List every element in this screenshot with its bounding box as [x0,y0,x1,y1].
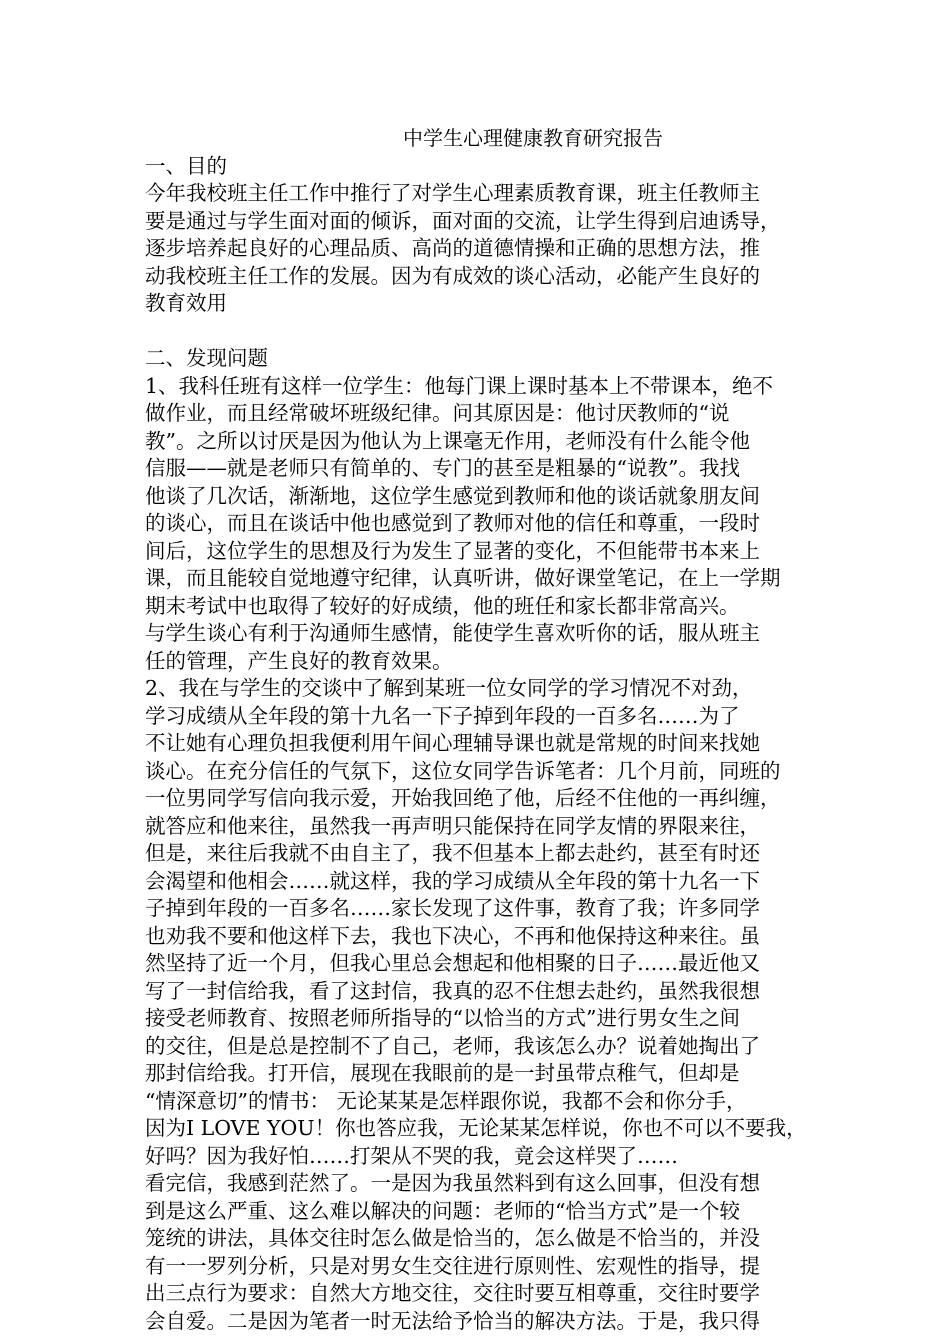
text-line: 做作业，而且经常破坏班级纪律。问其原因是：他讨厌教师的“说 [145,401,730,425]
text-line: 出三点行为要求：自然大方地交往，交往时要互相尊重，交往时要学 [145,1281,760,1305]
text-line: 到是这么严重、这么难以解决的问题：老师的“恰当方式”是一个较 [145,1198,740,1223]
text-line: 2、我在与学生的交谈中了解到某班一位女同学的学习情况不对劲， [145,676,753,700]
blank-line [145,318,817,346]
text-line: 他谈了几次话，渐渐地，这位学生感觉到教师和他的谈话就象朋友间 [145,483,760,508]
document-text [145,153,817,1336]
text-line: 二、发现问题 [145,346,268,370]
text-line: 会自爱。二是因为笔者一时无法给予恰当的解决方法。于是，我只得 [145,1308,760,1333]
text-line: 会渴望和他相会……就这样，我的学习成绩从全年段的第十九名一下 [145,868,760,893]
text-line: 然坚持了近一个月，但我心里总会想起和他相聚的日子……最近他又 [145,951,760,975]
text-line: 不让她有心理负担我便利用午间心理辅导课也就是常规的时间来找她 [145,731,760,755]
document-body [145,125,817,1335]
document-title: 中学生心理健康教育研究报告 [403,126,663,150]
text-line: 教”。之所以讨厌是因为他认为上课毫无作用，老师没有什么能令他 [145,428,750,453]
text-line: 1、我科任班有这样一位学生：他每门课上课时基本上不带课本，绝不 [145,373,774,398]
text-line: 的交往，但是总是控制不了自己，老师，我该怎么办？说着她掏出了 [145,1033,760,1058]
text-line: 谈心。在充分信任的气氛下，这位女同学告诉笔者：几个月前，同班的 [145,758,781,783]
text-line: 好吗？因为我好怕……打架从不哭的我，竟会这样哭了…… [145,1143,678,1168]
text-line: 那封信给我。打开信，展现在我眼前的是一封虽带点稚气，但却是 [145,1061,740,1085]
text-line: 笼统的讲法，具体交往时怎么做是恰当的，怎么做是不恰当的，并没 [145,1226,760,1250]
text-line: 课，而且能较自觉地遵守纪律，认真听讲，做好课堂笔记，在上一学期 [145,566,781,590]
text-line: 教育效用 [145,291,227,315]
text-line: 任的管理，产生良好的教育效果。 [145,648,453,673]
text-line: 一、目的 [145,153,227,178]
text-line: 学习成绩从全年段的第十九名一下子掉到年段的一百多名……为了 [145,703,740,728]
text-line: 写了一封信给我，看了这封信，我真的忍不住想去赴约，虽然我很想 [145,978,760,1003]
text-line: 因为I LOVE YOU！你也答应我，无论某某怎样说，你也不可以不要我， [145,1116,807,1140]
text-line: 的谈心，而且在谈话中他也感觉到了教师对他的信任和尊重，一段时 [145,511,760,535]
text-line: 接受老师教育、按照老师所指导的“以恰当的方式”进行男女生之间 [145,1006,740,1030]
text-line: 信服——就是老师只有简单的、专门的甚至是粗暴的“说教”。我找 [145,456,740,480]
text-line: 子掉到年段的一百多名……家长发现了这件事，教育了我；许多同学 [145,896,760,920]
text-line: 间后，这位学生的思想及行为发生了显著的变化，不但能带书本来上 [145,538,760,563]
text-line: 逐步培养起良好的心理品质、高尚的道德情操和正确的思想方法，推 [145,236,760,260]
text-line: 有一一罗列分析，只是对男女生交往进行原则性、宏观性的指导，提 [145,1253,760,1278]
text-line: 要是通过与学生面对面的倾诉，面对面的交流，让学生得到启迪诱导， [145,208,781,233]
text-line: 看完信，我感到茫然了。一是因为我虽然料到有这么回事，但没有想 [145,1171,760,1195]
text-line: 一位男同学写信向我示爱，开始我回绝了他，后经不住他的一再纠缠， [145,786,781,810]
text-line: 也劝我不要和他这样下去，我也下决心，不再和他保持这种来往。虽 [145,923,760,948]
text-line: 就答应和他来往，虽然我一再声明只能保持在同学友情的界限来往， [145,813,760,838]
text-line: “情深意切”的情书： 无论某某是怎样跟你说，我都不会和你分手， [145,1088,747,1113]
text-line: 但是，来往后我就不由自主了，我不但基本上都去赴约，甚至有时还 [145,841,760,865]
text-line: 今年我校班主任工作中推行了对学生心理素质教育课，班主任教师主 [145,181,760,205]
text-line: 动我校班主任工作的发展。因为有成效的谈心活动，必能产生良好的 [145,263,760,288]
text-line: 与学生谈心有利于沟通师生感情，能使学生喜欢听你的话，服从班主 [145,621,760,645]
text-line: 期末考试中也取得了较好的好成绩，他的班任和家长都非常高兴。 [145,593,740,618]
